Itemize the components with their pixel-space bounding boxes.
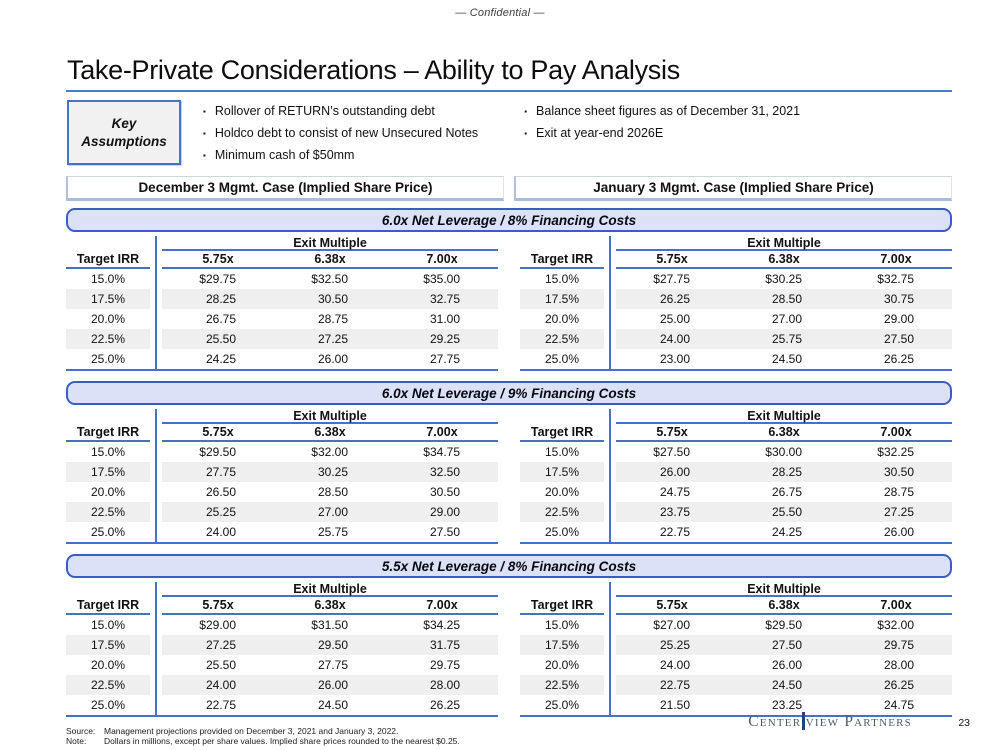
table-row bbox=[520, 289, 952, 309]
irr-cell: 20.0% bbox=[90, 658, 126, 672]
share-price-cell: $27.50 bbox=[653, 445, 690, 459]
confidential-label: — Confidential — bbox=[455, 7, 545, 19]
leverage-section bbox=[66, 208, 952, 371]
share-price-cell: 26.00 bbox=[659, 465, 690, 479]
source-text: Management projections provided on December 3, 2021 and January 3, 2022. bbox=[104, 726, 399, 736]
share-price-cell: 25.25 bbox=[659, 638, 690, 652]
assumption-item bbox=[524, 104, 800, 119]
table-row bbox=[66, 655, 498, 675]
share-price-cell: 30.25 bbox=[317, 465, 348, 479]
exit-multiple-column-header: 7.00x bbox=[880, 598, 912, 612]
share-price-cell: 27.25 bbox=[205, 638, 236, 652]
irr-cell: 17.5% bbox=[520, 462, 604, 482]
exit-multiple-column-header: 7.00x bbox=[426, 598, 458, 612]
table-row bbox=[520, 522, 952, 542]
share-price-cell: 24.75 bbox=[883, 698, 914, 712]
share-price-cell: 27.75 bbox=[317, 658, 348, 672]
share-price-cell: 30.50 bbox=[883, 465, 914, 479]
leverage-section bbox=[66, 381, 952, 544]
share-price-cell: 26.00 bbox=[771, 658, 802, 672]
share-price-cell: 24.50 bbox=[771, 678, 802, 692]
table-row bbox=[520, 329, 952, 349]
table-row bbox=[520, 442, 952, 462]
page-title: Take-Private Considerations – Ability to Pay Analysis bbox=[67, 55, 680, 85]
share-price-cell: 23.25 bbox=[771, 698, 802, 712]
share-price-cell: 25.75 bbox=[317, 525, 348, 539]
share-price-cell: 22.75 bbox=[659, 678, 690, 692]
share-price-cell: $29.00 bbox=[199, 618, 236, 632]
share-price-cell: $32.00 bbox=[877, 618, 914, 632]
exit-multiple-column-header: 5.75x bbox=[202, 598, 234, 612]
ability-to-pay-table bbox=[66, 409, 498, 544]
share-price-cell: $29.50 bbox=[199, 445, 236, 459]
spacer bbox=[520, 409, 616, 424]
share-price-cell: $29.75 bbox=[199, 272, 236, 286]
irr-cell: 15.0% bbox=[544, 272, 580, 286]
irr-cell: 25.0% bbox=[90, 352, 126, 366]
target-irr-header: Target IRR bbox=[520, 424, 604, 442]
share-price-cell: $31.50 bbox=[311, 618, 348, 632]
share-price-cell: 27.50 bbox=[771, 638, 802, 652]
exit-multiple-column-header: 6.38x bbox=[768, 598, 800, 612]
table-row bbox=[520, 482, 952, 502]
note-text: Dollars in millions, except per share values. Implied share prices rounded to the nearest $0.25. bbox=[104, 736, 460, 746]
assumption-text: Balance sheet figures as of December 31, 2021 bbox=[536, 104, 801, 118]
target-irr-header: Target IRR bbox=[66, 424, 150, 442]
irr-cell: 15.0% bbox=[90, 618, 126, 632]
irr-cell: 25.0% bbox=[90, 698, 126, 712]
table-divider-line bbox=[609, 236, 611, 369]
tables-row bbox=[66, 236, 952, 371]
table-row bbox=[66, 522, 498, 542]
share-price-cell: 30.75 bbox=[883, 292, 914, 306]
case-header-december: December 3 Mgmt. Case (Implied Share Price) bbox=[66, 176, 504, 201]
share-price-cell: 26.50 bbox=[205, 485, 236, 499]
centerview-partners-logo bbox=[748, 712, 912, 731]
irr-cell: 20.0% bbox=[544, 312, 580, 326]
irr-cell: 20.0% bbox=[544, 485, 580, 499]
share-price-cell: 27.75 bbox=[205, 465, 236, 479]
irr-cell: 17.5% bbox=[66, 635, 150, 655]
table-row bbox=[66, 349, 498, 369]
table-row bbox=[520, 309, 952, 329]
assumption-item bbox=[203, 104, 478, 119]
share-price-cell: 24.00 bbox=[205, 678, 236, 692]
spacer bbox=[66, 409, 162, 424]
assumptions-bullets-right bbox=[524, 104, 800, 170]
share-price-cell: 26.00 bbox=[883, 525, 914, 539]
assumption-text: Rollover of RETURN’s outstanding debt bbox=[214, 104, 435, 118]
target-irr-header: Target IRR bbox=[520, 597, 604, 615]
share-price-cell: 28.25 bbox=[771, 465, 802, 479]
table-row bbox=[520, 615, 952, 635]
exit-multiple-column-header: 7.00x bbox=[426, 425, 458, 439]
footer-source bbox=[66, 726, 398, 736]
share-price-cell: 29.00 bbox=[883, 312, 914, 326]
share-price-cell: 25.50 bbox=[205, 658, 236, 672]
exit-multiple-column-header: 7.00x bbox=[426, 252, 458, 266]
bullet-icon: ▪ bbox=[203, 151, 206, 160]
irr-cell: 15.0% bbox=[544, 445, 580, 459]
exit-multiple-column-header: 7.00x bbox=[880, 252, 912, 266]
sections bbox=[66, 208, 952, 727]
logo-text-left: Center bbox=[748, 713, 802, 730]
share-price-cell: 26.00 bbox=[317, 352, 348, 366]
share-price-cell: 27.75 bbox=[429, 352, 460, 366]
assumption-item bbox=[524, 126, 800, 141]
share-price-cell: 29.75 bbox=[429, 658, 460, 672]
table-row bbox=[520, 655, 952, 675]
irr-cell: 25.0% bbox=[544, 698, 580, 712]
share-price-cell: $29.50 bbox=[765, 618, 802, 632]
share-price-cell: 23.75 bbox=[659, 505, 690, 519]
share-price-cell: $32.75 bbox=[877, 272, 914, 286]
exit-multiple-column-header: 6.38x bbox=[314, 598, 346, 612]
share-price-cell: 32.75 bbox=[429, 292, 460, 306]
bullet-icon: ▪ bbox=[203, 107, 206, 116]
share-price-cell: 24.25 bbox=[205, 352, 236, 366]
share-price-cell: 28.75 bbox=[883, 485, 914, 499]
irr-cell: 22.5% bbox=[66, 675, 150, 695]
irr-cell: 17.5% bbox=[520, 289, 604, 309]
share-price-cell: 27.00 bbox=[771, 312, 802, 326]
share-price-cell: 24.50 bbox=[317, 698, 348, 712]
table-row bbox=[520, 462, 952, 482]
table-row bbox=[66, 442, 498, 462]
logo-bar-icon bbox=[802, 712, 805, 730]
table-row bbox=[66, 289, 498, 309]
leverage-banner: 5.5x Net Leverage / 8% Financing Costs bbox=[66, 554, 952, 578]
share-price-cell: 21.50 bbox=[659, 698, 690, 712]
ability-to-pay-table bbox=[66, 582, 498, 717]
table-divider-line bbox=[155, 409, 157, 542]
exit-multiple-column-header: 5.75x bbox=[656, 425, 688, 439]
target-irr-header: Target IRR bbox=[66, 251, 150, 269]
ability-to-pay-table bbox=[520, 236, 952, 371]
exit-multiple-header: Exit Multiple bbox=[162, 582, 498, 597]
target-irr-header: Target IRR bbox=[66, 597, 150, 615]
table-divider-line bbox=[609, 582, 611, 715]
assumption-text: Minimum cash of $50mm bbox=[214, 148, 355, 162]
note-label: Note: bbox=[66, 736, 87, 746]
irr-cell: 15.0% bbox=[544, 618, 580, 632]
share-price-cell: 30.50 bbox=[429, 485, 460, 499]
leverage-banner: 6.0x Net Leverage / 9% Financing Costs bbox=[66, 381, 952, 405]
share-price-cell: 26.25 bbox=[429, 698, 460, 712]
table-row bbox=[520, 675, 952, 695]
logo-text-right: view Partners bbox=[805, 713, 912, 730]
share-price-cell: 28.50 bbox=[771, 292, 802, 306]
share-price-cell: 26.25 bbox=[659, 292, 690, 306]
share-price-cell: 29.75 bbox=[883, 638, 914, 652]
share-price-cell: $32.50 bbox=[311, 272, 348, 286]
key-assumptions-label-line2: Assumptions bbox=[81, 133, 167, 149]
irr-cell: 20.0% bbox=[90, 485, 126, 499]
exit-multiple-column-header: 6.38x bbox=[314, 252, 346, 266]
share-price-cell: 25.00 bbox=[659, 312, 690, 326]
share-price-cell: 24.75 bbox=[659, 485, 690, 499]
share-price-cell: 25.25 bbox=[205, 505, 236, 519]
share-price-cell: 29.25 bbox=[429, 332, 460, 346]
exit-multiple-column-header: 6.38x bbox=[768, 252, 800, 266]
share-price-cell: 28.00 bbox=[429, 678, 460, 692]
share-price-cell: 26.25 bbox=[883, 678, 914, 692]
table-divider-line bbox=[155, 582, 157, 715]
share-price-cell: $34.75 bbox=[423, 445, 460, 459]
key-assumptions-label-line1: Key bbox=[111, 115, 137, 131]
table-divider-line bbox=[609, 409, 611, 542]
share-price-cell: 29.00 bbox=[429, 505, 460, 519]
irr-cell: 25.0% bbox=[544, 525, 580, 539]
share-price-cell: 27.25 bbox=[883, 505, 914, 519]
exit-multiple-header: Exit Multiple bbox=[162, 409, 498, 424]
case-header-january: January 3 Mgmt. Case (Implied Share Price) bbox=[514, 176, 952, 201]
table-row bbox=[66, 482, 498, 502]
irr-cell: 15.0% bbox=[90, 445, 126, 459]
share-price-cell: 26.25 bbox=[883, 352, 914, 366]
irr-cell: 17.5% bbox=[66, 289, 150, 309]
share-price-cell: $27.75 bbox=[653, 272, 690, 286]
spacer bbox=[520, 582, 616, 597]
irr-cell: 15.0% bbox=[90, 272, 126, 286]
table-row bbox=[66, 502, 498, 522]
bullet-icon: ▪ bbox=[524, 107, 528, 116]
irr-cell: 22.5% bbox=[66, 329, 150, 349]
footer-note bbox=[66, 736, 460, 746]
source-label: Source: bbox=[66, 726, 96, 736]
table-row bbox=[66, 462, 498, 482]
share-price-cell: 23.00 bbox=[659, 352, 690, 366]
share-price-cell: 28.00 bbox=[883, 658, 914, 672]
share-price-cell: 22.75 bbox=[659, 525, 690, 539]
assumption-text: Holdco debt to consist of new Unsecured Notes bbox=[214, 126, 479, 140]
table-row bbox=[66, 269, 498, 289]
target-irr-header: Target IRR bbox=[520, 251, 604, 269]
table-divider-line bbox=[155, 236, 157, 369]
case-headers bbox=[66, 176, 952, 201]
share-price-cell: 27.50 bbox=[883, 332, 914, 346]
share-price-cell: 27.50 bbox=[429, 525, 460, 539]
exit-multiple-column-header: 5.75x bbox=[656, 598, 688, 612]
spacer bbox=[520, 236, 616, 251]
table-row bbox=[66, 329, 498, 349]
tables-row bbox=[66, 409, 952, 544]
bullet-icon: ▪ bbox=[524, 129, 528, 138]
share-price-cell: 28.25 bbox=[205, 292, 236, 306]
share-price-cell: 26.00 bbox=[317, 678, 348, 692]
assumption-item bbox=[203, 126, 478, 141]
exit-multiple-column-header: 5.75x bbox=[202, 252, 234, 266]
share-price-cell: 32.50 bbox=[429, 465, 460, 479]
share-price-cell: 25.50 bbox=[771, 505, 802, 519]
share-price-cell: 25.75 bbox=[771, 332, 802, 346]
table-row bbox=[66, 675, 498, 695]
share-price-cell: $30.25 bbox=[765, 272, 802, 286]
share-price-cell: 24.00 bbox=[659, 658, 690, 672]
share-price-cell: 26.75 bbox=[771, 485, 802, 499]
bullet-icon: ▪ bbox=[203, 129, 206, 138]
share-price-cell: $32.25 bbox=[877, 445, 914, 459]
table-row bbox=[66, 309, 498, 329]
irr-cell: 25.0% bbox=[544, 352, 580, 366]
irr-cell: 20.0% bbox=[544, 658, 580, 672]
assumptions-bullets-left bbox=[203, 104, 478, 170]
irr-cell: 22.5% bbox=[520, 675, 604, 695]
exit-multiple-header: Exit Multiple bbox=[616, 409, 952, 424]
key-assumptions-box bbox=[67, 100, 181, 165]
share-price-cell: 31.00 bbox=[429, 312, 460, 326]
exit-multiple-column-header: 6.38x bbox=[314, 425, 346, 439]
share-price-cell: 25.50 bbox=[205, 332, 236, 346]
spacer bbox=[66, 236, 162, 251]
page-number: 23 bbox=[958, 717, 970, 729]
share-price-cell: 22.75 bbox=[205, 698, 236, 712]
share-price-cell: 24.50 bbox=[771, 352, 802, 366]
exit-multiple-header: Exit Multiple bbox=[616, 236, 952, 251]
irr-cell: 17.5% bbox=[66, 462, 150, 482]
share-price-cell: 28.50 bbox=[317, 485, 348, 499]
share-price-cell: 27.00 bbox=[317, 505, 348, 519]
table-row bbox=[520, 349, 952, 369]
table-row bbox=[520, 269, 952, 289]
irr-cell: 20.0% bbox=[90, 312, 126, 326]
exit-multiple-header: Exit Multiple bbox=[616, 582, 952, 597]
title-rule bbox=[66, 90, 952, 92]
share-price-cell: 27.25 bbox=[317, 332, 348, 346]
exit-multiple-column-header: 7.00x bbox=[880, 425, 912, 439]
irr-cell: 17.5% bbox=[520, 635, 604, 655]
irr-cell: 22.5% bbox=[66, 502, 150, 522]
irr-cell: 22.5% bbox=[520, 329, 604, 349]
exit-multiple-column-header: 5.75x bbox=[202, 425, 234, 439]
exit-multiple-column-header: 5.75x bbox=[656, 252, 688, 266]
share-price-cell: $27.00 bbox=[653, 618, 690, 632]
share-price-cell: 31.75 bbox=[429, 638, 460, 652]
leverage-banner: 6.0x Net Leverage / 8% Financing Costs bbox=[66, 208, 952, 232]
share-price-cell: $35.00 bbox=[423, 272, 460, 286]
table-row bbox=[520, 502, 952, 522]
share-price-cell: 30.50 bbox=[317, 292, 348, 306]
exit-multiple-column-header: 6.38x bbox=[768, 425, 800, 439]
share-price-cell: 24.25 bbox=[771, 525, 802, 539]
exit-multiple-header: Exit Multiple bbox=[162, 236, 498, 251]
share-price-cell: 26.75 bbox=[205, 312, 236, 326]
share-price-cell: $32.00 bbox=[311, 445, 348, 459]
assumption-item bbox=[203, 148, 478, 163]
ability-to-pay-table bbox=[520, 409, 952, 544]
share-price-cell: 24.00 bbox=[205, 525, 236, 539]
irr-cell: 25.0% bbox=[90, 525, 126, 539]
irr-cell: 22.5% bbox=[520, 502, 604, 522]
table-row bbox=[66, 615, 498, 635]
table-row bbox=[66, 635, 498, 655]
share-price-cell: $34.25 bbox=[423, 618, 460, 632]
share-price-cell: 29.50 bbox=[317, 638, 348, 652]
leverage-section bbox=[66, 554, 952, 717]
share-price-cell: 24.00 bbox=[659, 332, 690, 346]
table-row bbox=[66, 695, 498, 715]
share-price-cell: $30.00 bbox=[765, 445, 802, 459]
spacer bbox=[66, 582, 162, 597]
ability-to-pay-table bbox=[520, 582, 952, 717]
ability-to-pay-table bbox=[66, 236, 498, 371]
share-price-cell: 28.75 bbox=[317, 312, 348, 326]
assumption-text: Exit at year-end 2026E bbox=[536, 126, 664, 140]
key-assumptions-row bbox=[67, 100, 953, 170]
table-row bbox=[520, 635, 952, 655]
tables-row bbox=[66, 582, 952, 717]
